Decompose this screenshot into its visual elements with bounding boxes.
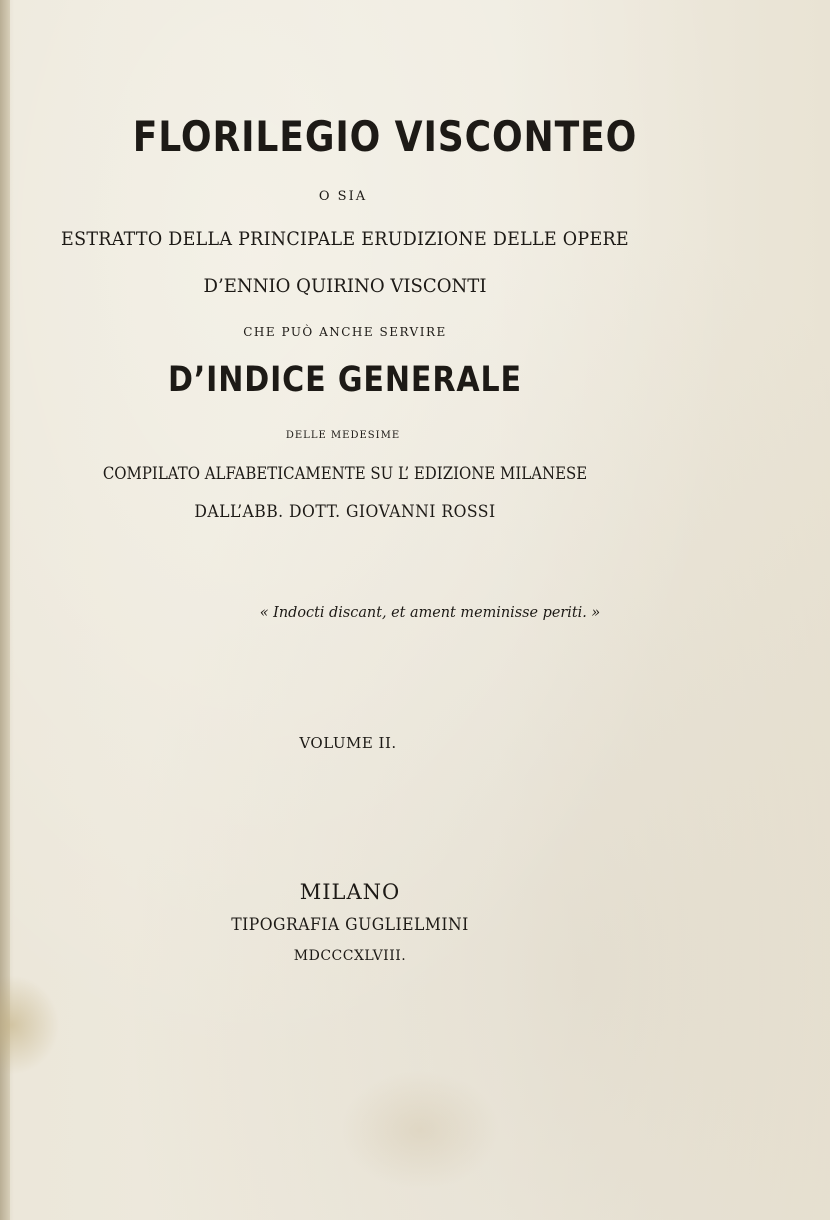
author-line: DALL’ABB. DOTT. GIOVANNI ROSSI — [194, 502, 496, 522]
paper-stain — [340, 1070, 500, 1190]
imprint-publisher: TIPOGRAFIA GUGLIELMINI — [231, 915, 469, 935]
subtitle-line-1: ESTRATTO DELLA PRINCIPALE ERUDIZIONE DELLE OPERE — [61, 228, 629, 250]
volume-number: VOLUME II. — [299, 734, 397, 752]
main-title: FLORILEGIO VISCONTEO — [132, 112, 638, 161]
imprint-place: MILANO — [299, 880, 401, 904]
delle-medesime-line: DELLE MEDESIME — [285, 430, 401, 441]
o-sia-line: O SIA — [318, 189, 368, 204]
paper-stain — [0, 975, 60, 1075]
indice-generale-heading: D’INDICE GENERALE — [168, 360, 522, 400]
imprint-year: MDCCCXLVIII. — [293, 948, 407, 964]
che-puo-line: CHE PUÒ ANCHE SERVIRE — [243, 325, 447, 339]
compilato-line: COMPILATO ALFABETICAMENTE SU L’ EDIZIONE MILANESE — [102, 464, 588, 484]
subtitle-line-2: D’ENNIO QUIRINO VISCONTI — [203, 275, 487, 297]
motto-quote: « Indocti discant, et ament meminisse periti. » — [259, 603, 601, 621]
